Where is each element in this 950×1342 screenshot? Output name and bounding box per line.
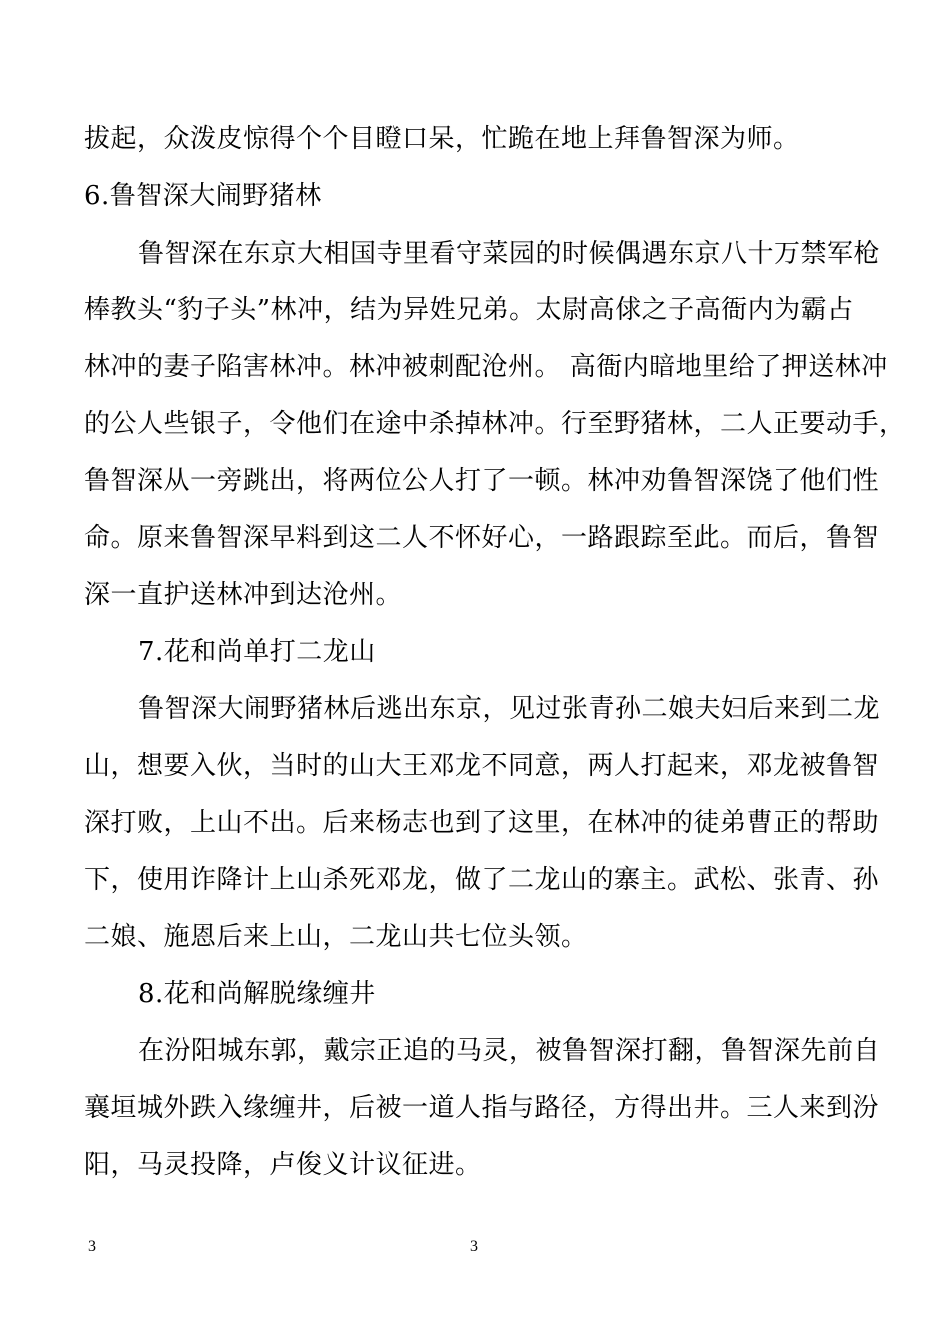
paragraph-line: 阳，马灵投降，卢俊义计议征进。 — [84, 1150, 482, 1180]
paragraph-line: 在汾阳城东郭，戴宗正追的马灵，被鲁智深打翻，鲁智深先前自 — [138, 1036, 881, 1066]
paragraph-line: 的公人些银子，令他们在途中杀掉林冲。行至野猪林，二人正要动手， — [84, 409, 906, 439]
paragraph-line: 二娘、施恩后来上山，二龙山共七位头领。 — [84, 922, 588, 952]
page-number-left: 3 — [88, 1238, 96, 1255]
section-heading: 8.花和尚解脱缘缠井 — [138, 979, 376, 1009]
paragraph-line: 襄垣城外跌入缘缠井，后被一道人指与路径，方得出井。三人来到汾 — [84, 1093, 880, 1123]
paragraph-line: 鲁智深大闹野猪林后逃出东京，见过张青孙二娘夫妇后来到二龙 — [138, 694, 881, 724]
paragraph-line: 深打败，上山不出。后来杨志也到了这里，在林冲的徒弟曹正的帮助 — [84, 808, 880, 838]
paragraph-line: 鲁智深在东京大相国寺里看守菜园的时候偶遇东京八十万禁军枪 — [138, 239, 881, 269]
paragraph-line: 林冲的妻子陷害林冲。林冲被刺配沧州。 高衙内暗地里给了押送林冲 — [84, 352, 888, 382]
page-number-center: 3 — [470, 1238, 478, 1255]
paragraph-line: 命。原来鲁智深早料到这二人不怀好心，一路跟踪至此。而后，鲁智 — [84, 523, 880, 553]
section-heading: 7.花和尚单打二龙山 — [138, 637, 376, 667]
paragraph-line: 下，使用诈降计上山杀死邓龙，做了二龙山的寨主。武松、张青、孙 — [84, 865, 880, 895]
paragraph-line: 深一直护送林冲到达沧州。 — [84, 580, 403, 610]
paragraph-line: 鲁智深从一旁跳出，将两位公人打了一顿。林冲劝鲁智深饶了他们性 — [84, 466, 880, 496]
text-line: 拔起，众泼皮惊得个个目瞪口呆，忙跪在地上拜鲁智深为师。 — [84, 124, 800, 154]
paragraph-line: 山，想要入伙，当时的山大王邓龙不同意，两人打起来，邓龙被鲁智 — [84, 751, 880, 781]
paragraph-line: 棒教头“豹子头”林冲，结为异姓兄弟。太尉高俅之子高衙内为霸占 — [84, 295, 854, 325]
section-heading: 6.鲁智深大闹野猪林 — [84, 181, 322, 211]
